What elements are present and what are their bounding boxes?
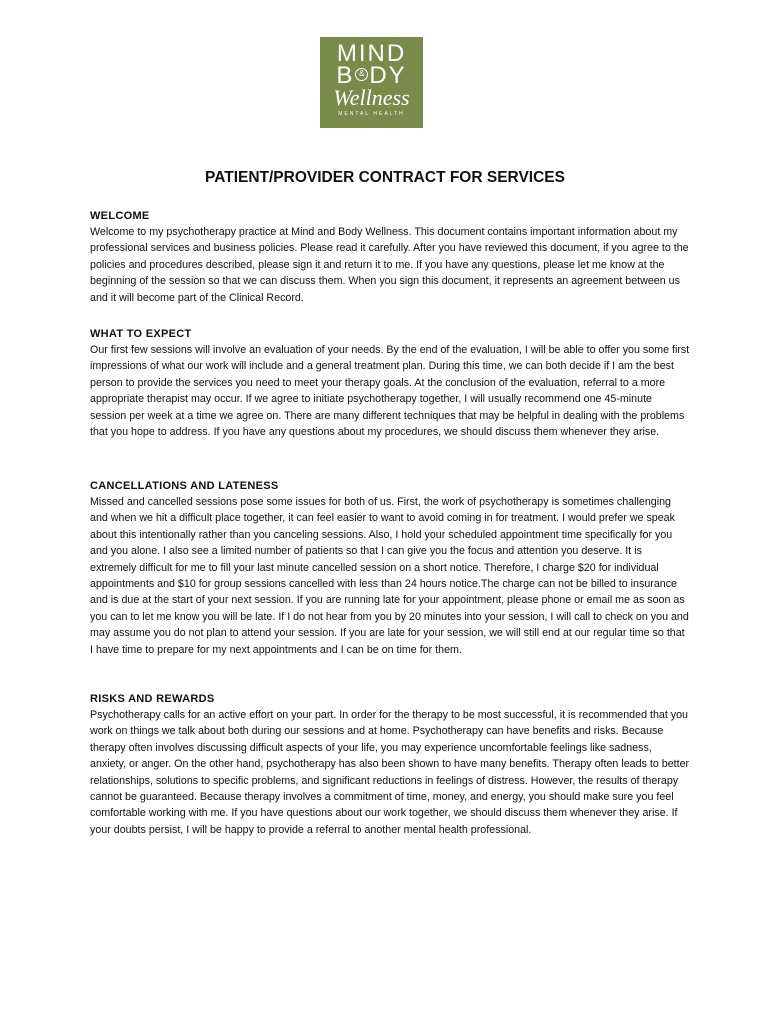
- section-heading-cancellations: CANCELLATIONS AND LATENESS: [90, 480, 279, 492]
- logo-text-body: [320, 62, 423, 89]
- section-what-to-expect: [90, 326, 690, 440]
- document-title: PATIENT/PROVIDER CONTRACT FOR SERVICES: [205, 169, 565, 186]
- section-welcome: [90, 208, 690, 306]
- logo-text-body-dy: DY: [369, 62, 407, 89]
- logo-text-wellness: Wellness: [333, 85, 410, 110]
- section-body-cancellations: Missed and cancelled sessions pose some issues for both of us. First, the work of psychotherapy is sometimes challenging and when we hit a difficult place together, it can feel easier to want to avoid coming in for treatment. I would prefer we speak about this intentionally rather than you canceling sessions. Also, I hold your scheduled appointment time specifically for you and you alone. I also see a limited number of patients so that I can give you the focus and attention you deserve. It is extremely difficult for me to fill your last minute cancelled session on a short notice. Therefore, I charge $20 for individual appointments and $10 for group sessions cancelled with less than 24 hours notice.The charge can not be billed to insurance and is due at the start of your next session. If you are running late for your appointment, please phone or email me as soon as you can to let me know you will be late. If I do not hear from you by 20 minutes into your session, I will call to check on you and may assume you do not plan to attend your session. If you are late for your session, we will still end at our regular time so that I have time to prepare for my next appointments and I can be on time for them.: [90, 496, 689, 656]
- section-heading-risks-and-rewards: RISKS AND REWARDS: [90, 693, 215, 705]
- section-heading-welcome: WELCOME: [90, 210, 150, 222]
- logo-text-body-b: B: [336, 62, 355, 89]
- section-cancellations: [90, 478, 690, 658]
- section-body-what-to-expect: Our first few sessions will involve an evaluation of your needs. By the end of the evaluation, I will be able to offer you some first impressions of what our work will include and a general treatment plan. During this time, we can both decide if I am the best person to provide the services you need to meet your therapy goals. At the conclusion of the evaluation, referral to a more appropriate therapist may occur. If we agree to initiate psychotherapy together, I will usually recommend one 45-minute session per week at a time we agree on. There are many different techniques that may be helpful in dealing with the problems that you hope to address. If you have any questions about my procedures, we should discuss them whenever they arise.: [90, 344, 690, 439]
- logo-text-mind: MIND: [336, 40, 407, 67]
- logo-text-tagline: MENTAL HEALTH: [338, 111, 405, 117]
- section-heading-what-to-expect: WHAT TO EXPECT: [90, 328, 192, 340]
- section-body-welcome: Welcome to my psychotherapy practice at Mind and Body Wellness. This document contains important information about my professional services and business policies. Please read it carefully. After you have reviewed this document, if you agree to the policies and procedures described, please sign it and return it to me. If you have any questions, please let me know at the beginning of the session so that we can discuss them. When you sign this document, it represents an agreement between us and it will become part of the Clinical Record.: [90, 226, 689, 304]
- logo-ampersand: &: [355, 68, 368, 81]
- section-risks-and-rewards: [90, 691, 690, 838]
- mind-body-wellness-logo: [320, 37, 423, 128]
- section-body-risks-and-rewards: Psychotherapy calls for an active effort on your part. In order for the therapy to be most successful, it is recommended that you work on things we talk about both during our sessions and at home. Psychotherapy can have benefits and risks. Because therapy often involves discussing difficult aspects of your life, you may experience uncomfortable feelings like sadness, anxiety, or anger. On the other hand, psychotherapy has also been shown to have many benefits. Therapy often leads to better relationships, solutions to specific problems, and significant reductions in feelings of distress. However, the results of therapy cannot be guaranteed. Because therapy involves a commitment of time, money, and energy, you should make sure you feel comfortable working with me. If you have questions about our work together, we should discuss them whenever they arise. If your doubts persist, I will be happy to provide a referral to another mental health professional.: [90, 709, 690, 836]
